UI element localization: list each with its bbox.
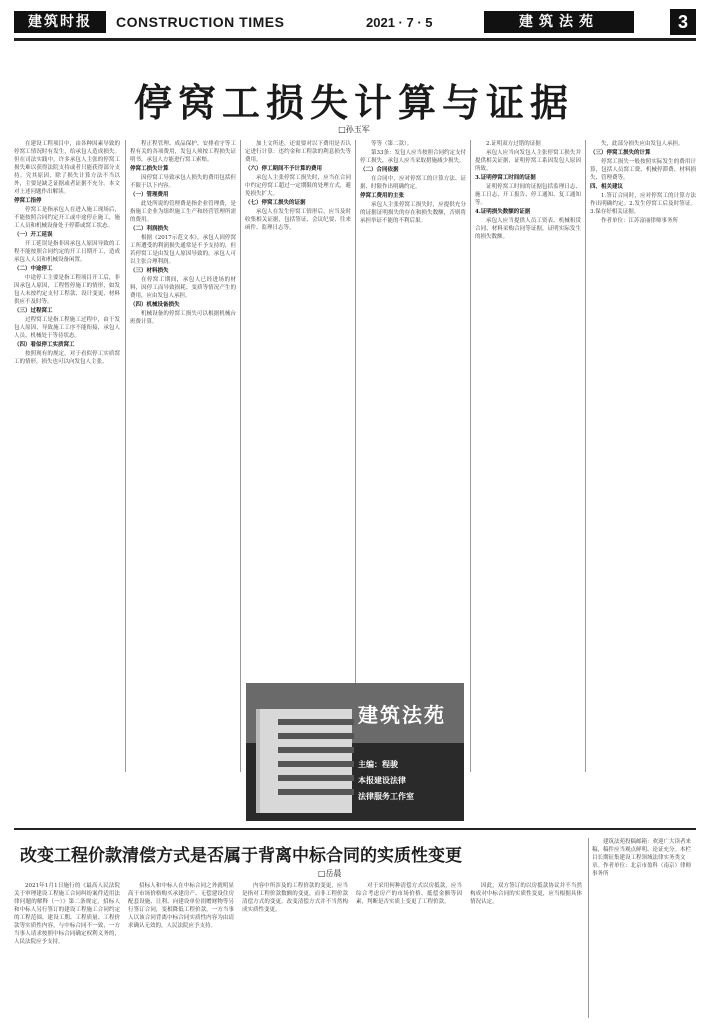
article-subheading: 3.证明停窝工时间的证据 — [475, 175, 536, 181]
article-subheading: （四）看似停工实质窝工 — [14, 342, 75, 348]
building-window-row — [278, 775, 354, 781]
article-subheading: （二）合同依据 — [360, 167, 399, 173]
sidebar-text: 建筑法苑投稿邮箱：欢迎广大读者来稿，稿件应当观点鲜明、论证充分。本栏目长期征集建设工程领域法律实务类文章。作者单位：北京市盈科（南京）律师事务所 — [592, 839, 692, 877]
second-article-column — [128, 882, 234, 1017]
main-headline: 停窝工损失计算与证据 — [133, 80, 574, 125]
article-subheading: 停窝工费用的主张 — [360, 193, 405, 199]
column-divider — [470, 140, 471, 772]
article-paragraph: 中途停工主要是指工程项目开工后，非因承包人原因，工程暂停施工的情形，如发包人未按约定支付工程款、设计变更、材料供应不及时等。 — [14, 275, 120, 305]
article-paragraph: 在停窝工期间，承包人已经进场的材料，因停工而导致损耗、变质等情况产生的费用，应由发包人承担。 — [130, 277, 236, 299]
article-subheading: 停窝工损失计算 — [130, 166, 169, 172]
second-article-paragraph: 2021年1月1日施行的《最高人民法院关于审理建设工程施工合同纠纷案件适用法律问题的解释（一）》第二条规定，招标人和中标人另行签订的建设工程施工合同约定的工程范围、建设工期、工程质量、工程价款等实质性内容，与中标合同不一致，一方当事人请求按照中标合同确定权利义务的，人民法院应予支持。 — [14, 883, 120, 945]
article-paragraph: 停窝工损失一般按照实际发生的费用计算，包括人员窝工费、机械停滞费、材料损失、管理费等。 — [590, 159, 696, 181]
section-divider — [14, 828, 696, 830]
main-byline: □孙玉军 — [338, 125, 370, 134]
advert-line: 主编：程骏 — [358, 759, 398, 769]
second-article-paragraph: 招标人和中标人在中标合同之外就明显高于市场价格购买承建房产、无偿建设住房配套设施、让利、向建设单位捐赠财物等另行签订合同，变相降低工程价款，一方当事人以该合同背离中标合同实质性内容为由请求确认无效的，人民法院应予支持。 — [128, 883, 234, 929]
article-column — [14, 140, 120, 772]
building-window-row — [278, 761, 354, 767]
article-paragraph: 在合同中，应对停窝工的计算方法、证据、时限作出明确约定。 — [360, 176, 466, 190]
second-headline: 改变工程价款清偿方式是否属于背离中标合同的实质性变更 — [20, 846, 462, 866]
article-paragraph: 等等（第二款）。 — [371, 141, 413, 147]
article-subheading: （四）机械设备损失 — [130, 302, 180, 308]
second-article-column — [470, 882, 582, 1017]
advert-title: 建筑法苑 — [358, 703, 446, 727]
article-column — [475, 140, 581, 772]
article-subheading: （三）材料损失 — [130, 268, 169, 274]
article-paragraph: 第33条：发包人应当按照合同约定支付停工损失，承包人应当采取措施减少损失。 — [360, 150, 466, 164]
article-paragraph: 此处所说的管理费是指企业管理费，是指施工企业为组织施工生产和经营管理所需的费用。 — [130, 201, 236, 223]
article-subheading: （三）停窝工损失的计算 — [590, 150, 651, 156]
article-subheading: （二）中途停工 — [14, 266, 53, 272]
article-paragraph: 承包人主张停窝工损失时，应当在合同中约定停窝工超过一定期限的处理方式，避免损失扩大。 — [245, 175, 351, 197]
second-byline: □岳晨 — [318, 869, 342, 878]
building-window-row — [278, 789, 354, 795]
article-subheading: （二）利润损失 — [130, 226, 169, 232]
article-column — [245, 140, 351, 676]
second-article-paragraph: 因此，双方签订的以房抵款协议并不当然构成对中标合同的实质性变更，应当根据具体情况认定。 — [470, 883, 582, 905]
article-paragraph: 2.证明双方过错的证据 — [486, 141, 541, 147]
article-paragraph: 承包人主张停窝工损失时，应提供充分的证据证明损失的存在和损失数额，否则将承担举证不能的不利后果。 — [360, 202, 466, 224]
article-column — [360, 140, 466, 676]
building-window-row — [278, 719, 354, 725]
newspaper-logo: 建筑时报 — [14, 11, 106, 33]
article-paragraph: 因停窝工导致承包人损失的费用包括但不限于以下内容。 — [130, 175, 236, 189]
article-paragraph: 开工延误是指非因承包人原因导致的工程不能按照合同约定的开工日期开工，造成承包人人员和机械设备闲置。 — [14, 241, 120, 263]
article-paragraph: 承包人应当向发包人主张停窝工损失并提供相关证据，证明停窝工系因发包人原因所致。 — [475, 150, 581, 172]
article-subheading: 停窝工指停 — [14, 198, 42, 204]
article-paragraph: 承包人在发生停窝工情形后，应当及时收集相关证据，包括签证、会议纪要、往来函件、监理日志等。 — [245, 209, 351, 231]
second-article-paragraph: 内容中所涉及的工程价款的变更，应当是指对工程价款数额的变更，而非工程价款清偿方式的变更。改变清偿方式并不当然构成实质性变更。 — [242, 883, 348, 913]
article-paragraph: 加上文所述，还需要对以下费用是否认定进行计算：违约金和工程款的利息损失等费用。 — [245, 141, 351, 163]
article-paragraph: 失，此部分损失应由发包人承担。 — [601, 141, 684, 147]
article-subheading: （六）停工期间不予计算的费用 — [245, 166, 323, 172]
article-column — [130, 140, 236, 772]
article-paragraph: 1.签订合同时，应对停窝工的计算方法作出明确约定。2.发生停窝工后及时签证。3.保存好相关证据。 — [590, 193, 696, 215]
section-name: 建筑法苑 — [484, 11, 634, 33]
building-window-row — [278, 733, 354, 739]
article-column — [590, 140, 696, 772]
column-divider — [585, 140, 586, 772]
article-subheading: （三）过程窝工 — [14, 308, 53, 314]
second-article-column — [14, 882, 120, 1017]
issue-date: 2021 · 7 · 5 — [366, 15, 433, 30]
article-paragraph: 承包人应当提供人员工资表、机械租赁合同、材料采购合同等证据，证明实际发生的损失数额。 — [475, 218, 581, 240]
paper-name: CONSTRUCTION TIMES — [116, 14, 285, 30]
article-subheading: （七）停窝工损失的证据 — [245, 200, 306, 206]
second-article-column — [242, 882, 348, 1017]
second-article-paragraph: 对于采用何种清偿方式以房抵款，应当综合考虑房产的市场价格、抵偿金额等因素，判断是否实质上变更了工程价款。 — [356, 883, 462, 905]
article-paragraph: 按照现有的规定，对于看似停工实质窝工的情形，损失也可以向发包人主张。 — [14, 351, 120, 365]
article-paragraph: 过程窝工是指工程施工过程中，由于发包人原因，导致施工工序不能衔接，承包人人员、机械处于等待状态。 — [14, 317, 120, 339]
article-paragraph: 停窝工是指承包人在进入施工现场后，不能按照合同约定开工或中途停止施工，施工人员和机械设备处于停滞或窝工状态。 — [14, 207, 120, 229]
column-divider — [125, 140, 126, 772]
article-paragraph: 在建设工程项目中，由各种因素导致的停窝工情况时有发生，给承包人造成损失。但在司法实践中，许多承包人主张的停窝工损失难以获得法院支持或者只能获得部分支持。究其原因，除了损失计算方法不当以外，主要是缺乏证据或者证据不充分。本文对上述问题作出解读。 — [14, 141, 120, 195]
masthead — [14, 8, 696, 41]
article-subheading: 4.证明损失数额的证据 — [475, 209, 531, 215]
article-paragraph: 机械设备的停窝工损失可以根据机械台班费计算。 — [130, 311, 236, 325]
article-subheading: 四、相关建议 — [590, 184, 624, 190]
column-divider — [355, 140, 356, 772]
section-advert — [246, 683, 464, 821]
article-paragraph: 根据《2017示范文本》，承包人因停窝工所遭受的利润损失通常是不予支持的，但若停窝工是由发包人原因导致的，承包人可以主张合理利润。 — [130, 235, 236, 265]
article-subheading: （一）管理费用 — [130, 192, 169, 198]
article-subheading: （一）开工延误 — [14, 232, 53, 238]
sidebar-note — [588, 838, 696, 1018]
article-paragraph: 证明停窝工时间的证据包括监理日志、施工日志、开工报告、停工通知、复工通知等。 — [475, 184, 581, 206]
article-paragraph: 作者单位：江苏富丽律师事务所 — [601, 218, 679, 224]
building-photo — [256, 709, 352, 813]
advert-line: 法律服务工作室 — [358, 791, 414, 801]
building-window-row — [278, 747, 354, 753]
page-number: 3 — [670, 9, 696, 35]
column-divider — [240, 140, 241, 772]
advert-line: 本报建设法律 — [358, 775, 406, 785]
article-paragraph: 程正程管理、成品保护、安排看守等工程有关的各项费用，发包人须按工程损失证明书，承包人方能进行窝工索赔。 — [130, 141, 236, 163]
second-article-column — [356, 882, 462, 1017]
